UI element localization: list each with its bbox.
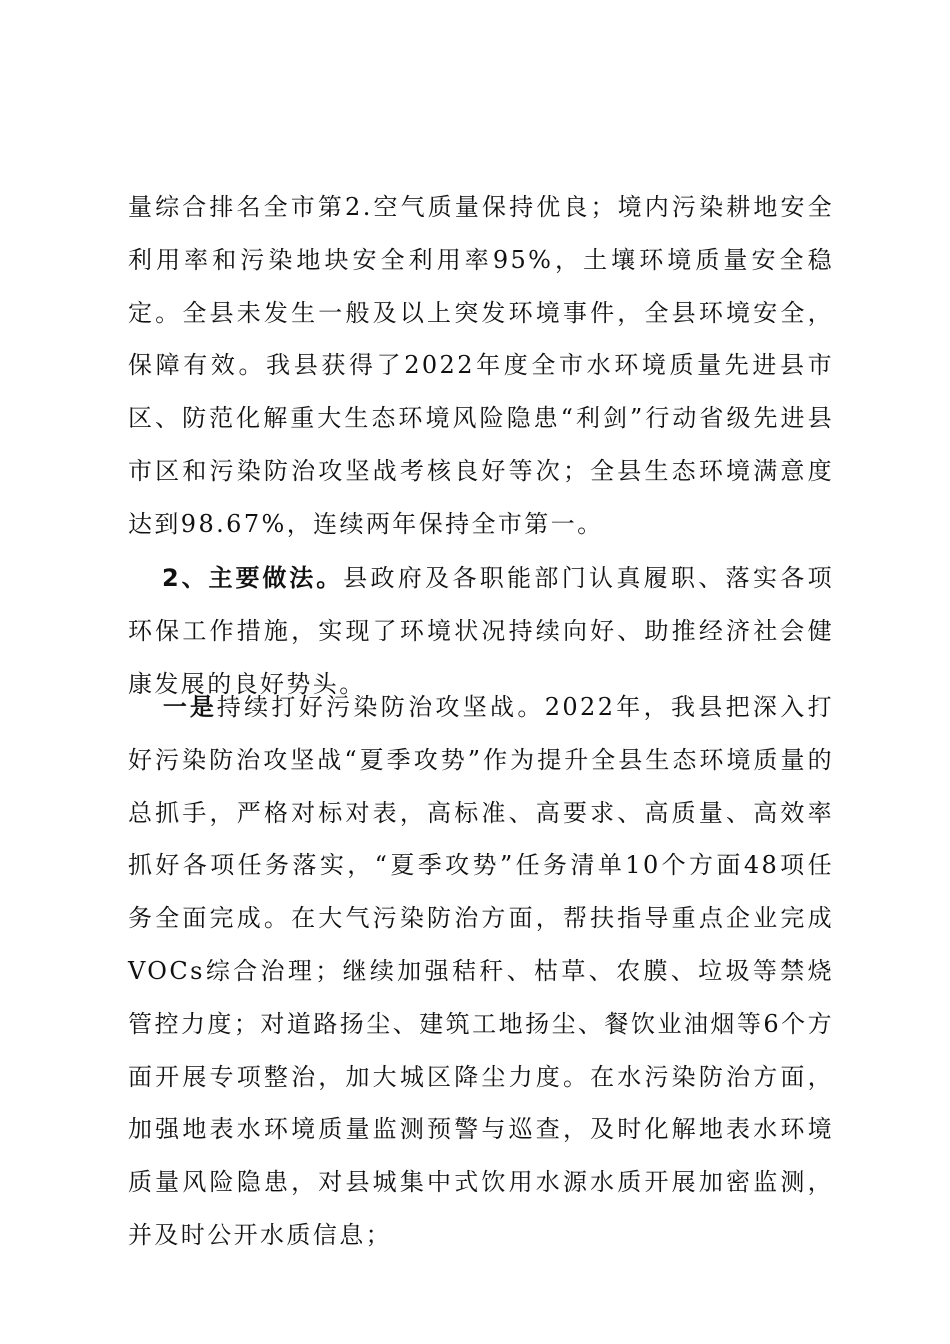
paragraph-pollution-prevention xyxy=(128,681,834,1262)
section-heading-main-practices: 2、主要做法。 xyxy=(162,564,344,592)
paragraph-pollution-prevention-text: 持续打好污染防治攻坚战。2022年，我县把深入打好污染防治攻坚战“夏季攻势”作为提升全县生态环境质量的总抓手，严格对标对表，高标准、高要求、高质量、高效率抓好各项任务落实，“夏季攻势”任务清单10个方面48项任务全面完成。在大气污染防治方面，帮扶指导重点企业完成VOCs综合治理；继续加强秸秆、枯草、农膜、垃圾等禁烧管控力度；对道路扬尘、建筑工地扬尘、餐饮业油烟等6个方面开展专项整治，加大城区降尘力度。在水污染防治方面，加强地表水环境质量监测预警与巡查，及时化解地表水环境质量风险隐患，对县城集中式饮用水源水质开展加密监测，并及时公开水质信息； xyxy=(128,693,834,1249)
paragraph-main-practices-text: 县政府及各职能部门认真履职、落实各项环保工作措施，实现了环境状况持续向好、助推经济社会健康发展的良好势头。 xyxy=(128,564,835,698)
section-lead-first: 一是 xyxy=(162,693,217,721)
paragraph-environment-results: 量综合排名全市第2.空气质量保持优良；境内污染耕地安全利用率和污染地块安全利用率95%，土壤环境质量安全稳定。全县未发生一般及以上突发环境事件，全县环境安全，保障有效。我县获得了2022年度全市水环境质量先进县市区、防范化解重大生态环境风险隐患“利剑”行动省级先进县市区和污染防治攻坚战考核良好等次；全县生态环境满意度达到98.67%，连续两年保持全市第一。 xyxy=(128,193,834,538)
